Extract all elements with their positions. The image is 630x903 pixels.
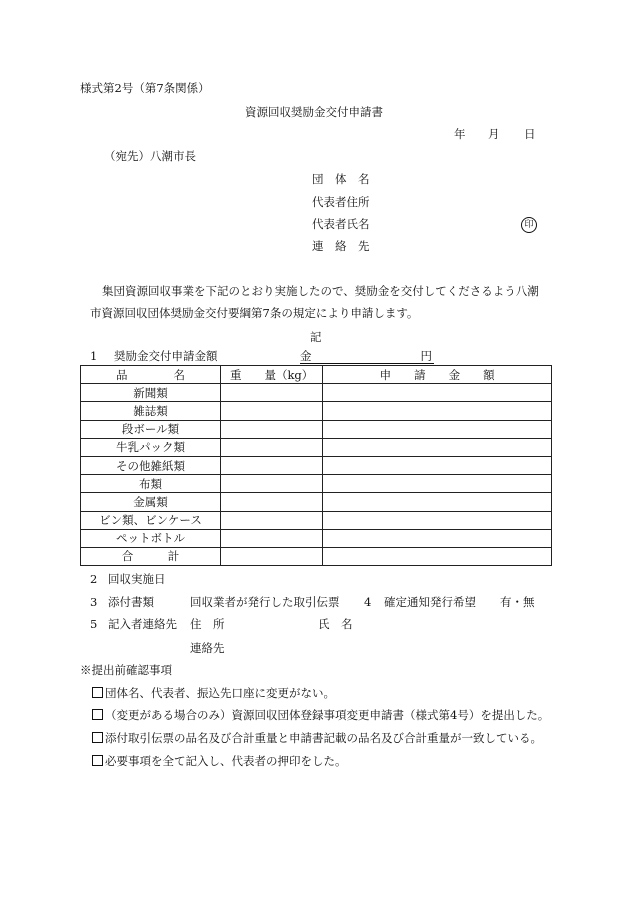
item4-value[interactable]: 有・無 — [500, 595, 535, 609]
check-item[interactable] — [92, 686, 335, 700]
item5-contact-label: 連絡先 — [190, 641, 225, 655]
table-row — [81, 456, 552, 474]
item2-label: 回収実施日 — [108, 572, 166, 586]
row-label: 布類 — [81, 475, 221, 493]
row-label: 雑誌類 — [81, 402, 221, 420]
yen-text: 円 — [420, 349, 432, 363]
table-row-total — [81, 547, 552, 565]
amount-cell[interactable] — [323, 493, 552, 511]
amount-cell[interactable] — [323, 420, 552, 438]
item2-number: 2 — [90, 572, 98, 586]
date-year: 年 — [454, 127, 466, 141]
weight-cell[interactable] — [221, 438, 323, 456]
table-row — [81, 529, 552, 547]
amount-cell[interactable] — [323, 511, 552, 529]
amount-cell[interactable] — [323, 402, 552, 420]
check-text: （変更がある場合のみ）資源回収団体登録事項変更申請書（様式第4号）を提出した。 — [105, 708, 550, 722]
checkbox[interactable] — [92, 755, 103, 766]
header-weight: 重 量（kg） — [221, 366, 323, 384]
item1-label: 奨励金交付申請金額 — [114, 349, 218, 363]
check-title: ※提出前確認事項 — [80, 663, 172, 677]
header-amount: 申 請 金 額 — [323, 366, 552, 384]
check-text: 団体名、代表者、振込先口座に変更がない。 — [105, 686, 335, 700]
body-text-line1: 集団資源回収事業を下記のとおり実施したので、奨励金を交付してくださるよう八潮 — [102, 284, 539, 298]
weight-cell[interactable] — [221, 547, 323, 565]
document-title: 資源回収奨励金交付申請書 — [245, 105, 383, 119]
item5-number: 5 — [90, 617, 98, 631]
kin-text: 金 — [300, 349, 312, 363]
item4-label: 確定通知発行希望 — [384, 595, 476, 609]
item3-number: 3 — [90, 595, 98, 609]
weight-cell[interactable] — [221, 420, 323, 438]
row-label: その他雑紙類 — [81, 456, 221, 474]
row-label: 合 計 — [81, 547, 221, 565]
table-header-row — [81, 366, 552, 384]
contact-label: 連 絡 先 — [312, 239, 370, 253]
rep-address-label: 代表者住所 — [312, 195, 370, 209]
row-label: 牛乳パック類 — [81, 438, 221, 456]
item3-value: 回収業者が発行した取引伝票 — [190, 595, 340, 609]
item5-address-label: 住 所 — [190, 617, 225, 631]
body-text-line2: 市資源回収団体奨励金交付要綱第7条の規定により申請します。 — [90, 306, 419, 320]
rep-name-label: 代表者氏名 — [312, 217, 370, 231]
checkbox[interactable] — [92, 732, 103, 743]
item4-number: 4 — [364, 595, 372, 609]
check-item[interactable] — [92, 708, 549, 722]
seal-text: 印 — [521, 217, 537, 233]
addressee: （宛先）八潮市長 — [104, 149, 196, 163]
checkbox[interactable] — [92, 687, 103, 698]
date-day: 日 — [524, 127, 536, 141]
weight-cell[interactable] — [221, 475, 323, 493]
row-label: 金属類 — [81, 493, 221, 511]
check-item[interactable] — [92, 754, 347, 768]
check-text: 添付取引伝票の品名及び合計重量と申請書記載の品名及び合計重量が一致している。 — [105, 731, 542, 745]
form-number: 様式第2号（第7条関係） — [80, 81, 210, 95]
table-row — [81, 402, 552, 420]
group-name-label: 団 体 名 — [312, 172, 370, 186]
ki-heading: 記 — [310, 330, 322, 344]
item3-label: 添付書類 — [108, 595, 154, 609]
table-row — [81, 493, 552, 511]
weight-cell[interactable] — [221, 493, 323, 511]
row-label: 新聞類 — [81, 384, 221, 402]
weight-cell[interactable] — [221, 384, 323, 402]
seal-mark — [521, 216, 537, 233]
table-row — [81, 511, 552, 529]
header-item-name: 品 名 — [81, 366, 221, 384]
date-month: 月 — [488, 127, 500, 141]
row-label: ビン類、ビンケース — [81, 511, 221, 529]
item1-number: 1 — [90, 349, 98, 363]
item5-name-label: 氏 名 — [318, 617, 353, 631]
checkbox[interactable] — [92, 709, 103, 720]
table-row — [81, 384, 552, 402]
check-text: 必要事項を全て記入し、代表者の押印をした。 — [105, 754, 347, 768]
amount-cell[interactable] — [323, 529, 552, 547]
amount-cell[interactable] — [323, 456, 552, 474]
amount-cell[interactable] — [323, 547, 552, 565]
item5-label: 記入者連絡先 — [108, 617, 177, 631]
amount-line — [300, 349, 434, 364]
check-item[interactable] — [92, 731, 542, 745]
weight-cell[interactable] — [221, 402, 323, 420]
weight-cell[interactable] — [221, 511, 323, 529]
table-row — [81, 420, 552, 438]
table-row — [81, 438, 552, 456]
row-label: 段ボール類 — [81, 420, 221, 438]
weight-cell[interactable] — [221, 456, 323, 474]
weight-cell[interactable] — [221, 529, 323, 547]
amount-cell[interactable] — [323, 475, 552, 493]
amount-cell[interactable] — [323, 384, 552, 402]
amount-cell[interactable] — [323, 438, 552, 456]
table-row — [81, 475, 552, 493]
row-label: ペットボトル — [81, 529, 221, 547]
items-table — [80, 365, 552, 566]
